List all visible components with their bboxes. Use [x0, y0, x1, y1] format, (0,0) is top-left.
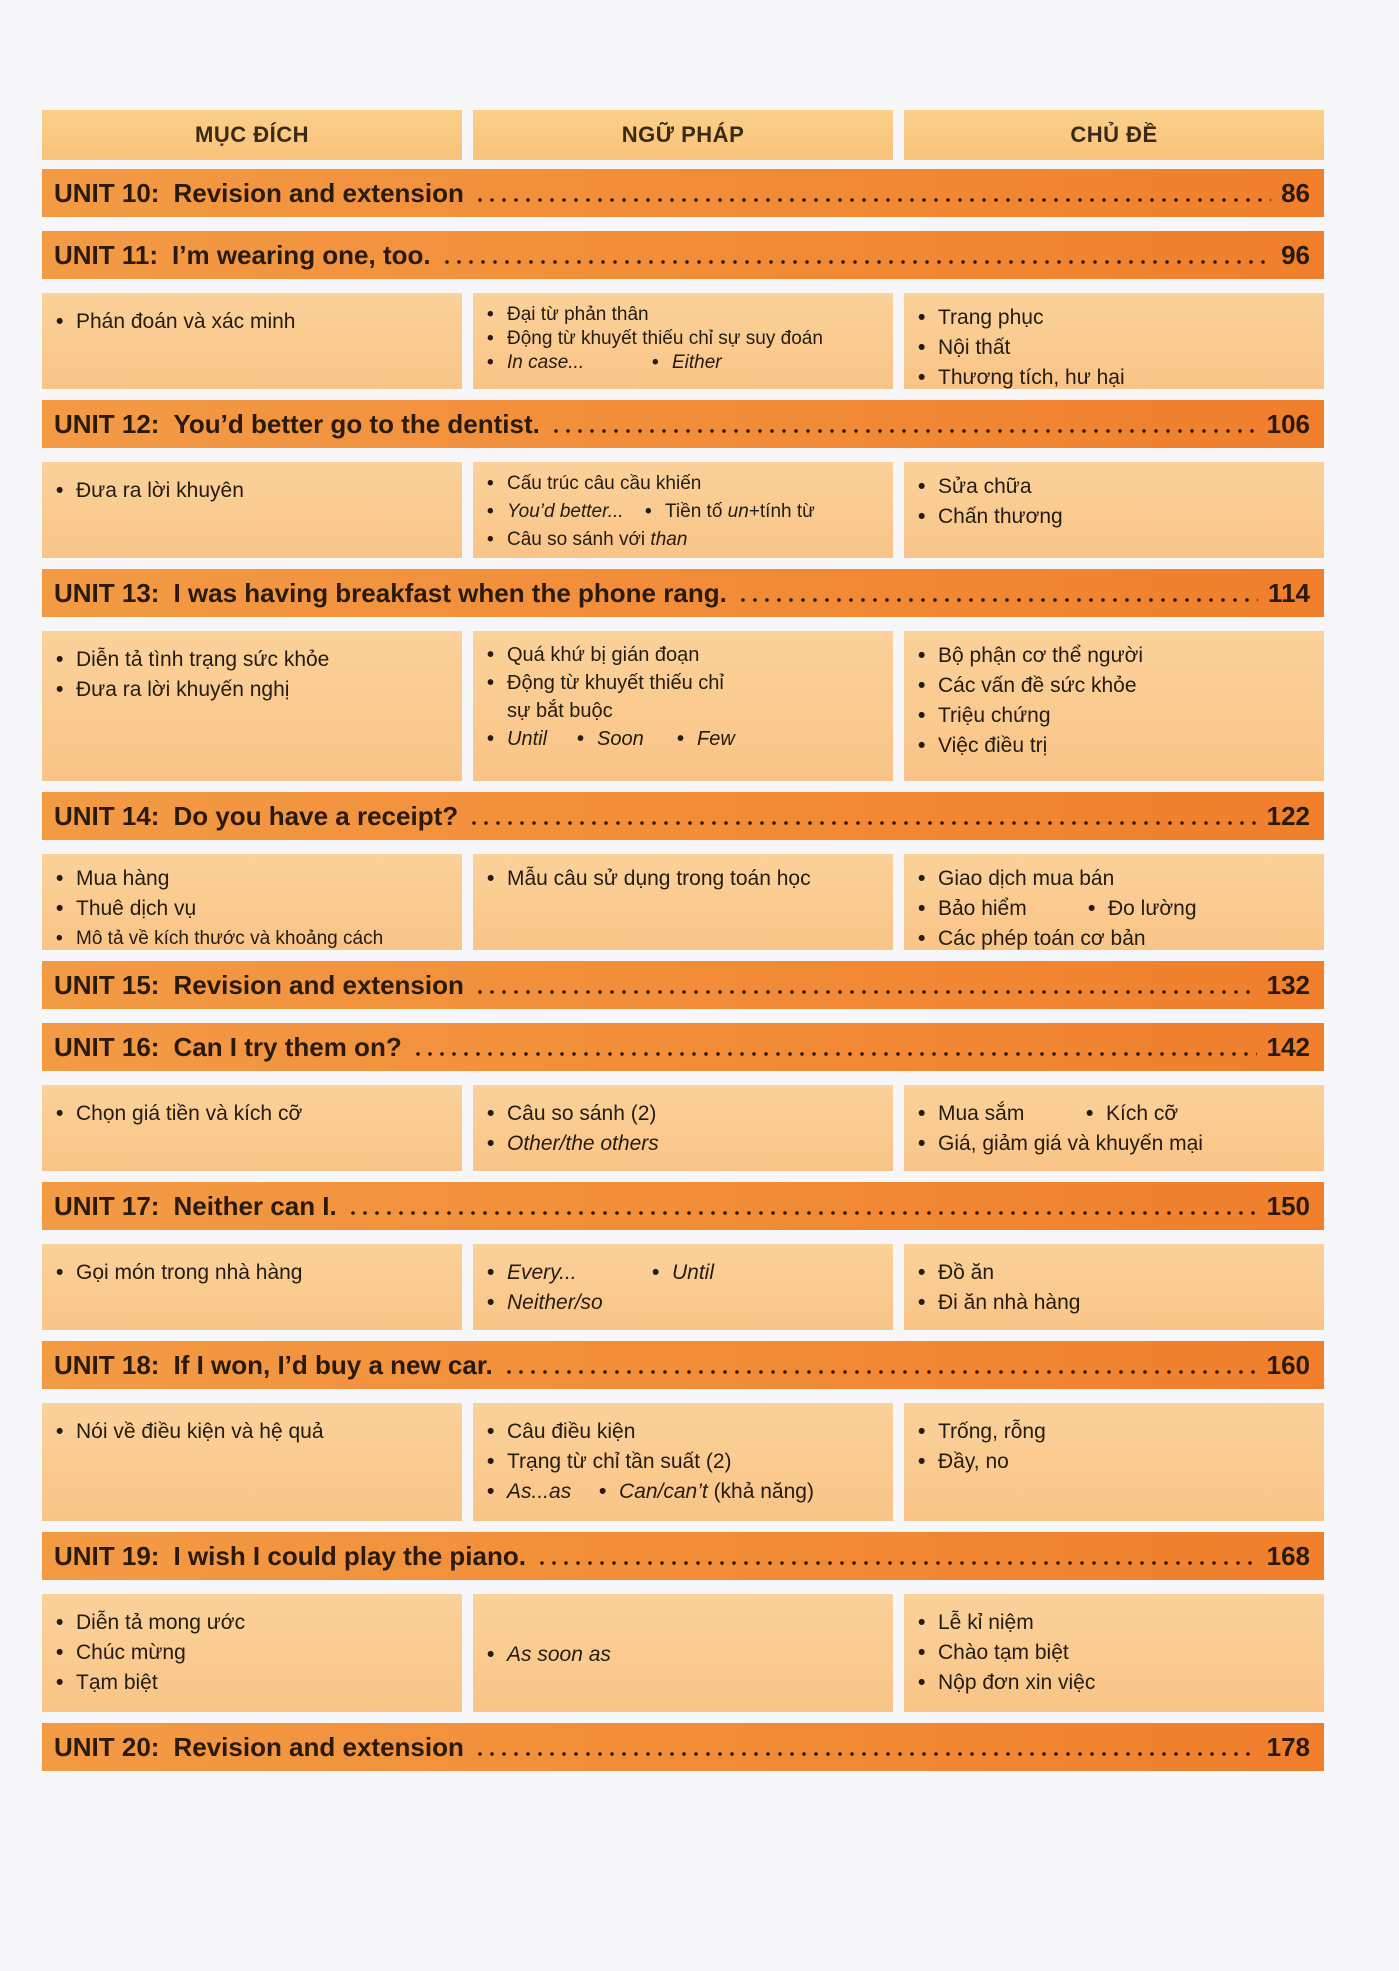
- list-item: • Bảo hiểm • Đo lường: [918, 897, 1197, 920]
- topics-cell: [904, 1594, 1324, 1712]
- unit-title: Revision and extension: [173, 969, 464, 1000]
- column-header-grammar: NGỮ PHÁP: [473, 110, 893, 160]
- unit-label: UNIT 19:: [54, 1540, 160, 1571]
- list-item: • Đi ăn nhà hàng: [918, 1291, 1081, 1314]
- list-item: • Chấn thương: [918, 505, 1063, 528]
- unit-label: UNIT 10:: [54, 177, 160, 208]
- page-number: 178: [1266, 1731, 1310, 1762]
- list-item: • Thương tích, hư hại: [918, 366, 1125, 389]
- unit-label: UNIT 20:: [54, 1731, 160, 1762]
- page-number: 168: [1266, 1540, 1310, 1571]
- topics-cell: [904, 854, 1324, 950]
- list-item: • Lễ kỉ niệm: [918, 1611, 1034, 1634]
- list-item: • Chào tạm biệt: [918, 1641, 1069, 1664]
- unit-11-details: [42, 293, 1324, 389]
- purpose-cell: [42, 1085, 462, 1171]
- grammar-cell: [473, 1085, 893, 1171]
- grammar-cell: [473, 854, 893, 950]
- grammar-cell: [473, 1403, 893, 1521]
- list-item: • Cấu trúc câu cầu khiến: [487, 473, 702, 494]
- list-item: • Nói về điều kiện và hệ quả: [56, 1420, 324, 1443]
- unit-label: UNIT 15:: [54, 969, 160, 1000]
- list-item: • Trang phục: [918, 306, 1044, 329]
- unit-title: I was having breakfast when the phone rang.: [173, 577, 727, 608]
- unit-14-heading[interactable]: [42, 792, 1324, 840]
- list-item: • Câu điều kiện: [487, 1420, 636, 1443]
- column-header-purpose: MỤC ĐÍCH: [42, 110, 462, 160]
- unit-18-details: [42, 1403, 1324, 1521]
- unit-label: UNIT 12:: [54, 408, 160, 439]
- list-item: • Bộ phận cơ thể người: [918, 644, 1144, 667]
- unit-14-details: [42, 854, 1324, 950]
- list-item: • Mô tả về kích thước và khoảng cách: [56, 928, 384, 949]
- unit-18-heading[interactable]: [42, 1341, 1324, 1389]
- list-item: • Đầy, no: [918, 1450, 1009, 1473]
- topics-cell: [904, 1244, 1324, 1330]
- unit-label: UNIT 11:: [54, 239, 159, 270]
- list-item: • Đưa ra lời khuyến nghị: [56, 678, 290, 701]
- list-item: • Every... • Until: [487, 1261, 715, 1284]
- grammar-cell: [473, 1244, 893, 1330]
- list-item: • Đồ ăn: [918, 1261, 995, 1284]
- list-item: • Nộp đơn xin việc: [918, 1671, 1096, 1694]
- purpose-cell: [42, 854, 462, 950]
- grammar-cell: • Quá khứ bị gián đoạn • Động từ khuyết thiếu chỉ sự bắt buộc • Until • Soon • Few: [473, 631, 893, 781]
- unit-17-heading[interactable]: [42, 1182, 1324, 1230]
- dot-leader: [474, 1751, 1257, 1757]
- page-number: 132: [1266, 969, 1310, 1000]
- unit-19-details: [42, 1594, 1324, 1712]
- list-item: • Mẫu câu sử dụng trong toán học: [487, 867, 811, 890]
- unit-label: UNIT 14:: [54, 800, 160, 831]
- unit-title: If I won, I’d buy a new car.: [173, 1349, 493, 1380]
- unit-title: Revision and extension: [173, 177, 464, 208]
- unit-label: UNIT 17:: [54, 1190, 160, 1221]
- column-header-topics: CHỦ ĐỀ: [904, 110, 1324, 160]
- grammar-cell: [473, 293, 893, 389]
- topics-cell: [904, 462, 1324, 558]
- topics-cell: [904, 1085, 1324, 1171]
- list-item: • Giao dịch mua bán: [918, 867, 1115, 890]
- list-item: • Neither/so: [487, 1291, 603, 1314]
- unit-16-heading[interactable]: [42, 1023, 1324, 1071]
- list-item: • Until • Soon • Few: [487, 728, 735, 750]
- list-item: • Đại từ phản thân: [487, 304, 649, 325]
- page-number: 160: [1266, 1349, 1310, 1380]
- topics-cell: [904, 1403, 1324, 1521]
- list-item: • Câu so sánh với than: [487, 529, 688, 550]
- page-number: 122: [1266, 800, 1310, 831]
- unit-15-heading[interactable]: [42, 961, 1324, 1009]
- list-item: • Đưa ra lời khuyên: [56, 479, 244, 502]
- list-item: • Other/the others: [487, 1132, 659, 1155]
- list-item: • Thuê dịch vụ: [56, 897, 197, 920]
- list-item: • Nội thất: [918, 336, 1011, 359]
- unit-label: UNIT 18:: [54, 1349, 160, 1380]
- list-item: • You’d better... • Tiền tố un +tính từ: [487, 501, 815, 522]
- unit-title: I wish I could play the piano.: [173, 1540, 526, 1571]
- page-number: 106: [1266, 408, 1310, 439]
- unit-title: I’m wearing one, too.: [172, 239, 431, 270]
- page-number: 114: [1268, 577, 1310, 608]
- list-item: • Các vấn đề sức khỏe: [918, 674, 1137, 697]
- list-item: • Các phép toán cơ bản: [918, 927, 1146, 950]
- unit-12-heading[interactable]: [42, 400, 1324, 448]
- page-number: 96: [1281, 239, 1310, 270]
- list-item: • As...as • Can/can’t (khả năng): [487, 1480, 814, 1503]
- list-item: • Chúc mừng: [56, 1641, 186, 1664]
- list-item: • Quá khứ bị gián đoạn: [487, 644, 700, 666]
- unit-20-heading[interactable]: [42, 1723, 1324, 1771]
- unit-11-heading[interactable]: [42, 231, 1324, 279]
- column-header-row: [42, 110, 1324, 160]
- list-item: • Giá, giảm giá và khuyến mại: [918, 1132, 1203, 1155]
- unit-title: Do you have a receipt?: [173, 800, 459, 831]
- unit-19-heading[interactable]: [42, 1532, 1324, 1580]
- list-item: • Câu so sánh (2): [487, 1102, 657, 1125]
- topics-cell: [904, 631, 1324, 781]
- dot-leader: [536, 1560, 1257, 1566]
- purpose-cell: [42, 1403, 462, 1521]
- list-item: • Động từ khuyết thiếu chỉ sự suy đoán: [487, 328, 823, 349]
- list-item: • Việc điều trị: [918, 734, 1048, 757]
- list-item: • Triệu chứng: [918, 704, 1051, 727]
- unit-title: Can I try them on?: [173, 1031, 402, 1062]
- dot-leader: [503, 1369, 1257, 1375]
- page-number: 142: [1266, 1031, 1310, 1062]
- unit-13-heading[interactable]: [42, 569, 1324, 617]
- purpose-cell: [42, 1244, 462, 1330]
- list-item: • Mua hàng: [56, 867, 170, 890]
- list-item: • Trạng từ chỉ tần suất (2): [487, 1450, 732, 1473]
- unit-12-details: [42, 462, 1324, 558]
- list-item: • Diễn tả tình trạng sức khỏe: [56, 648, 330, 671]
- dot-leader: [550, 428, 1257, 434]
- page-number: 150: [1266, 1190, 1310, 1221]
- purpose-cell: [42, 631, 462, 781]
- list-item: • Gọi món trong nhà hàng: [56, 1261, 303, 1284]
- list-item: • Diễn tả mong ước: [56, 1611, 246, 1634]
- purpose-cell: [42, 1594, 462, 1712]
- unit-label: UNIT 16:: [54, 1031, 160, 1062]
- unit-title: You’d better go to the dentist.: [173, 408, 540, 439]
- dot-leader: [347, 1210, 1257, 1216]
- list-item: • Tạm biệt: [56, 1671, 158, 1694]
- dot-leader: [474, 989, 1257, 995]
- unit-17-details: [42, 1244, 1324, 1330]
- grammar-cell: [473, 462, 893, 558]
- unit-title: Revision and extension: [173, 1731, 464, 1762]
- unit-13-details: [42, 631, 1324, 781]
- dot-leader: [468, 820, 1256, 826]
- list-item: • As soon as: [487, 1643, 611, 1666]
- unit-title: Neither can I.: [173, 1190, 337, 1221]
- page-number: 86: [1281, 177, 1310, 208]
- list-item: • Sửa chữa: [918, 475, 1032, 498]
- list-item: • Phán đoán và xác minh: [56, 310, 296, 333]
- topics-cell: [904, 293, 1324, 389]
- list-item: • Mua sắm • Kích cỡ: [918, 1102, 1179, 1125]
- grammar-cell: [473, 1594, 893, 1712]
- dot-leader: [737, 597, 1258, 603]
- list-item: • Động từ khuyết thiếu chỉ: [487, 672, 724, 694]
- unit-label: UNIT 13:: [54, 577, 160, 608]
- table-of-contents: [42, 110, 1324, 1785]
- list-item: • Chọn giá tiền và kích cỡ: [56, 1102, 303, 1125]
- unit-16-details: [42, 1085, 1324, 1171]
- dot-leader: [412, 1051, 1257, 1057]
- purpose-cell: [42, 462, 462, 558]
- unit-10-heading[interactable]: [42, 169, 1324, 217]
- dot-leader: [474, 197, 1271, 203]
- list-item: • Trống, rỗng: [918, 1420, 1046, 1443]
- dot-leader: [441, 259, 1271, 265]
- purpose-cell: [42, 293, 462, 389]
- list-item: • In case... • Either: [487, 352, 722, 373]
